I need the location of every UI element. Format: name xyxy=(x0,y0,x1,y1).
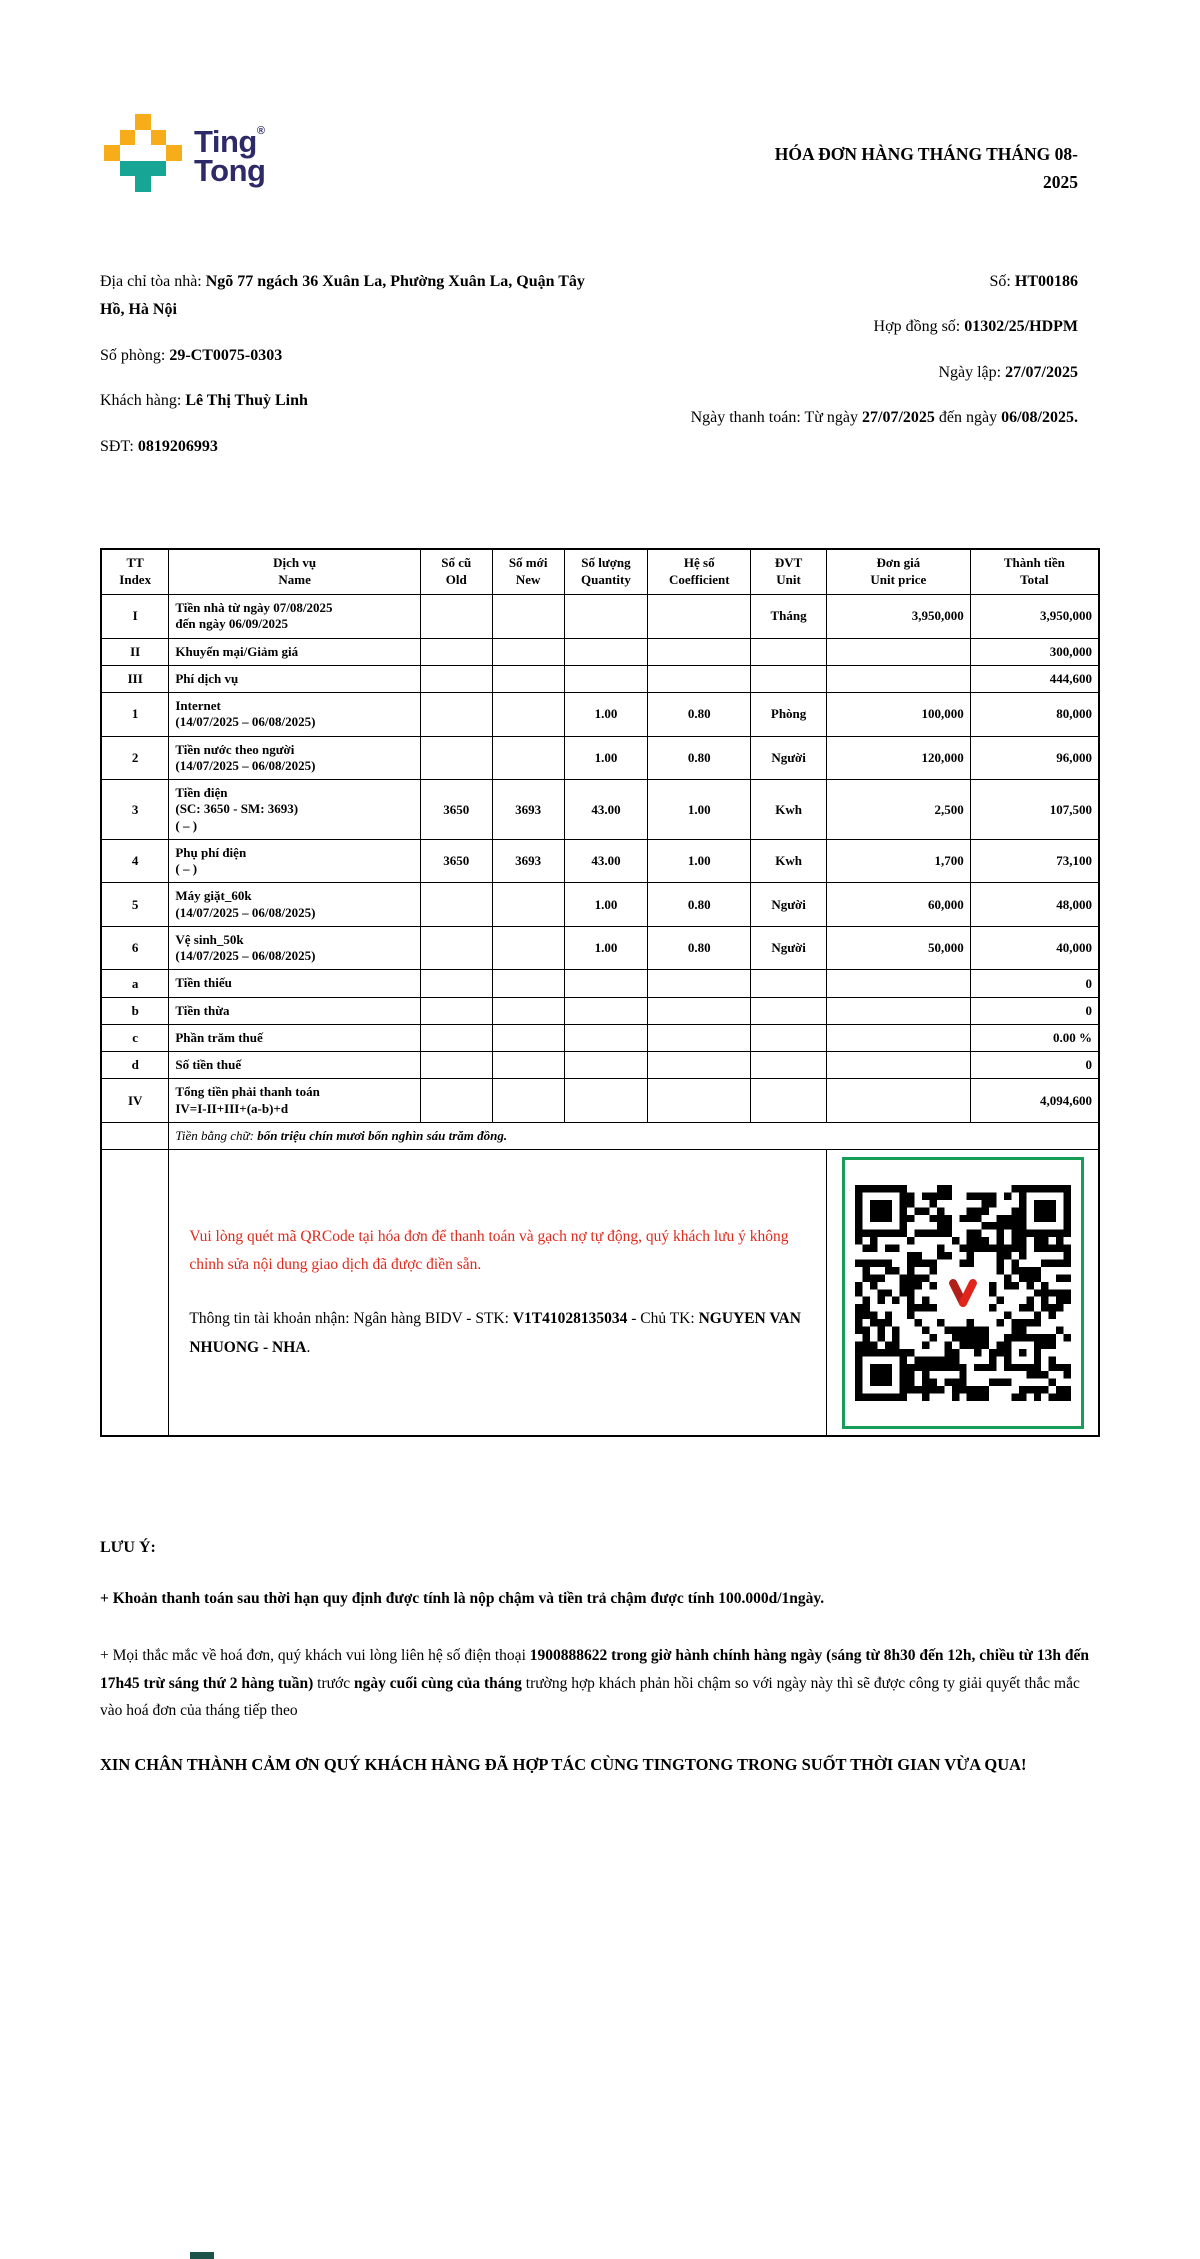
cell-index: b xyxy=(101,997,169,1024)
cell-old-reading xyxy=(420,883,492,927)
cell-unit-price xyxy=(827,1079,971,1123)
cell-unit: Người xyxy=(751,926,827,970)
cell-coefficient xyxy=(648,1024,751,1051)
cell-coefficient xyxy=(648,665,751,692)
thank-you-message: XIN CHÂN THÀNH CẢM ƠN QUÝ KHÁCH HÀNG ĐÃ HỢP TÁC CÙNG TINGTONG TRONG SUỐT THỜI GIAN VỪA QUA! xyxy=(100,1754,1027,1774)
column-header: Hệ số Coefficient xyxy=(648,549,751,594)
amount-in-words: Tiền bằng chữ: bốn triệu chín mươi bốn nghìn sáu trăm đồng. xyxy=(169,1122,1099,1149)
cell-unit xyxy=(751,665,827,692)
cell-index: 4 xyxy=(101,839,169,883)
cell-quantity xyxy=(564,665,648,692)
table-row xyxy=(101,997,1099,1024)
cell-old-reading xyxy=(420,638,492,665)
cell-service-name: Tổng tiền phải thanh toán IV=I-II+III+(a-b)+d xyxy=(169,1079,421,1123)
table-row xyxy=(101,780,1099,840)
cell-unit-price xyxy=(827,638,971,665)
cell-index: I xyxy=(101,595,169,639)
cell-coefficient xyxy=(648,595,751,639)
cell-unit-price: 50,000 xyxy=(827,926,971,970)
cell-coefficient: 0.80 xyxy=(648,736,751,780)
cell-new-reading: 3693 xyxy=(492,839,564,883)
cell-new-reading xyxy=(492,595,564,639)
table-row xyxy=(101,926,1099,970)
cell-service-name: Phí dịch vụ xyxy=(169,665,421,692)
empty-index-cell xyxy=(101,1149,169,1436)
cell-service-name: Số tiền thuế xyxy=(169,1052,421,1079)
cell-new-reading xyxy=(492,693,564,737)
cell-unit-price: 100,000 xyxy=(827,693,971,737)
cell-unit: Tháng xyxy=(751,595,827,639)
header xyxy=(100,112,1100,196)
cell-coefficient xyxy=(648,1052,751,1079)
cell-quantity xyxy=(564,1052,648,1079)
cell-total: 3,950,000 xyxy=(970,595,1099,639)
cell-coefficient: 0.80 xyxy=(648,883,751,927)
cell-total: 0.00 % xyxy=(970,1024,1099,1051)
cell-old-reading xyxy=(420,736,492,780)
tingtong-pixel-arrow-icon xyxy=(104,114,182,192)
cell-quantity: 1.00 xyxy=(564,693,648,737)
table-row xyxy=(101,839,1099,883)
cell-old-reading xyxy=(420,693,492,737)
cell-new-reading xyxy=(492,970,564,997)
amount-in-words-row xyxy=(101,1122,1099,1149)
cell-index: IV xyxy=(101,1079,169,1123)
cell-index: c xyxy=(101,1024,169,1051)
table-row xyxy=(101,970,1099,997)
cell-old-reading: 3650 xyxy=(420,780,492,840)
cell-old-reading xyxy=(420,970,492,997)
cell-coefficient: 0.80 xyxy=(648,926,751,970)
cell-index: III xyxy=(101,665,169,692)
cell-unit-price: 3,950,000 xyxy=(827,595,971,639)
cell-unit: Kwh xyxy=(751,780,827,840)
table-row xyxy=(101,883,1099,927)
cell-new-reading xyxy=(492,1052,564,1079)
info-row: Ngày lập: 27/07/2025 xyxy=(938,363,1078,381)
cell-total: 107,500 xyxy=(970,780,1099,840)
column-header: Thành tiền Total xyxy=(970,549,1099,594)
cell-unit-price: 60,000 xyxy=(827,883,971,927)
info-row: Số phòng: 29-CT0075-0303 xyxy=(100,346,283,364)
column-header: Dịch vụ Name xyxy=(169,549,421,594)
cell-total: 4,094,600 xyxy=(970,1079,1099,1123)
cell-old-reading xyxy=(420,665,492,692)
table-row xyxy=(101,736,1099,780)
column-header: Số lượng Quantity xyxy=(564,549,648,594)
cell-coefficient: 1.00 xyxy=(648,780,751,840)
cell-quantity: 1.00 xyxy=(564,883,648,927)
table-row xyxy=(101,638,1099,665)
cell-unit-price xyxy=(827,997,971,1024)
cell-quantity: 1.00 xyxy=(564,926,648,970)
cell-new-reading xyxy=(492,883,564,927)
cell-new-reading xyxy=(492,665,564,692)
info-row: Khách hàng: Lê Thị Thuỳ Linh xyxy=(100,392,308,410)
cell-unit xyxy=(751,997,827,1024)
cell-index: 3 xyxy=(101,780,169,840)
qr-code xyxy=(842,1157,1084,1429)
cell-coefficient xyxy=(648,997,751,1024)
info-row: Hợp đồng số: 01302/25/HDPM xyxy=(873,318,1078,336)
cell-total: 0 xyxy=(970,970,1099,997)
cell-service-name: Phần trăm thuế xyxy=(169,1024,421,1051)
cell-quantity xyxy=(564,997,648,1024)
cell-old-reading xyxy=(420,1052,492,1079)
payment-instructions xyxy=(169,1149,827,1436)
cell-new-reading xyxy=(492,736,564,780)
cell-service-name: Tiền nước theo người (14/07/2025 – 06/08/2025) xyxy=(169,736,421,780)
cell-unit-price xyxy=(827,1052,971,1079)
cell-new-reading xyxy=(492,638,564,665)
info-row: SĐT: 0819206993 xyxy=(100,437,218,455)
column-header: Số cũ Old xyxy=(420,549,492,594)
cell-quantity: 43.00 xyxy=(564,839,648,883)
cell-unit: Người xyxy=(751,883,827,927)
empty-index-cell xyxy=(101,1122,169,1149)
column-header: Số mới New xyxy=(492,549,564,594)
cell-unit xyxy=(751,1079,827,1123)
cell-service-name: Internet (14/07/2025 – 06/08/2025) xyxy=(169,693,421,737)
table-row xyxy=(101,1052,1099,1079)
cell-coefficient: 0.80 xyxy=(648,693,751,737)
cell-index: 6 xyxy=(101,926,169,970)
cell-new-reading: 3693 xyxy=(492,780,564,840)
cell-unit-price: 1,700 xyxy=(827,839,971,883)
column-header: TT Index xyxy=(101,549,169,594)
info-row: Số: HT00186 xyxy=(989,273,1078,290)
info-row: Địa chỉ tòa nhà: Ngõ 77 ngách 36 Xuân La, Phường Xuân La, Quận Tây Hồ, Hà Nội xyxy=(100,273,585,319)
cell-quantity: 43.00 xyxy=(564,780,648,840)
cell-old-reading xyxy=(420,1024,492,1051)
customer-info xyxy=(100,268,600,478)
cell-index: 5 xyxy=(101,883,169,927)
cell-index: 2 xyxy=(101,736,169,780)
cell-service-name: Vệ sinh_50k (14/07/2025 – 06/08/2025) xyxy=(169,926,421,970)
cell-unit-price xyxy=(827,970,971,997)
cell-index: II xyxy=(101,638,169,665)
cell-index: 1 xyxy=(101,693,169,737)
cell-total: 0 xyxy=(970,1052,1099,1079)
cell-total: 48,000 xyxy=(970,883,1099,927)
next-page-artifact xyxy=(190,2252,214,2259)
cell-total: 73,100 xyxy=(970,839,1099,883)
table-row xyxy=(101,1079,1099,1123)
column-header: ĐVT Unit xyxy=(751,549,827,594)
cell-service-name: Tiền nhà từ ngày 07/08/2025 đến ngày 06/09/2025 xyxy=(169,595,421,639)
registered-mark: ® xyxy=(256,125,265,137)
charges-table xyxy=(100,548,1100,1437)
invoice-title: HÓA ĐƠN HÀNG THÁNG THÁNG 08- 2025 xyxy=(774,144,1078,192)
late-payment-note: + Khoản thanh toán sau thời hạn quy định được tính là nộp chậm và tiền trả chậm được tính 100.000d/1ngày. xyxy=(100,1590,825,1608)
qr-code-cell xyxy=(827,1149,1100,1436)
column-header: Đơn giá Unit price xyxy=(827,549,971,594)
table-row xyxy=(101,665,1099,692)
table-row xyxy=(101,1024,1099,1051)
cell-new-reading xyxy=(492,1079,564,1123)
cell-quantity: 1.00 xyxy=(564,736,648,780)
table-row xyxy=(101,595,1099,639)
cell-old-reading xyxy=(420,1079,492,1123)
cell-total: 444,600 xyxy=(970,665,1099,692)
footer-notes xyxy=(100,1539,1100,1778)
cell-quantity xyxy=(564,970,648,997)
cell-quantity xyxy=(564,638,648,665)
cell-unit-price: 2,500 xyxy=(827,780,971,840)
vietqr-v-logo-icon xyxy=(940,1270,986,1316)
cell-new-reading xyxy=(492,997,564,1024)
bank-account-info: Thông tin tài khoản nhận: Ngân hàng BIDV - STK: V1T41028135034 - Chủ TK: NGUYEN VAN NHUONG - NHA. xyxy=(189,1309,801,1357)
tingtong-wordmark: Ting® Tong xyxy=(194,124,266,189)
cell-total: 300,000 xyxy=(970,638,1099,665)
invoice-meta xyxy=(650,268,1100,478)
cell-unit: Người xyxy=(751,736,827,780)
cell-new-reading xyxy=(492,1024,564,1051)
info-row: Ngày thanh toán: Từ ngày 27/07/2025 đến ngày 06/08/2025. xyxy=(690,409,1078,427)
cell-unit xyxy=(751,970,827,997)
cell-index: d xyxy=(101,1052,169,1079)
cell-total: 80,000 xyxy=(970,693,1099,737)
cell-quantity xyxy=(564,595,648,639)
cell-index: a xyxy=(101,970,169,997)
table-row xyxy=(101,693,1099,737)
cell-old-reading xyxy=(420,926,492,970)
cell-old-reading: 3650 xyxy=(420,839,492,883)
table-header-row xyxy=(101,549,1099,594)
cell-unit-price xyxy=(827,665,971,692)
cell-service-name: Tiền thừa xyxy=(169,997,421,1024)
cell-unit: Kwh xyxy=(751,839,827,883)
cell-old-reading xyxy=(420,595,492,639)
cell-unit xyxy=(751,1052,827,1079)
cell-unit-price xyxy=(827,1024,971,1051)
cell-quantity xyxy=(564,1079,648,1123)
cell-unit-price: 120,000 xyxy=(827,736,971,780)
cell-unit: Phòng xyxy=(751,693,827,737)
cell-coefficient xyxy=(648,638,751,665)
notes-heading: LƯU Ý: xyxy=(100,1539,156,1557)
cell-coefficient xyxy=(648,970,751,997)
cell-new-reading xyxy=(492,926,564,970)
cell-service-name: Tiền điện (SC: 3650 - SM: 3693) ( – ) xyxy=(169,780,421,840)
tingtong-logo xyxy=(104,112,265,192)
cell-unit xyxy=(751,1024,827,1051)
cell-coefficient xyxy=(648,1079,751,1123)
cell-quantity xyxy=(564,1024,648,1051)
cell-old-reading xyxy=(420,997,492,1024)
cell-service-name: Tiền thiếu xyxy=(169,970,421,997)
payment-qr-row xyxy=(101,1149,1099,1436)
qr-scan-note: Vui lòng quét mã QRCode tại hóa đơn để thanh toán và gạch nợ tự động, quý khách lưu ý không chỉnh sửa nội dung giao dịch đã được điền sẵn. xyxy=(189,1227,789,1274)
cell-service-name: Khuyến mại/Giảm giá xyxy=(169,638,421,665)
cell-total: 40,000 xyxy=(970,926,1099,970)
cell-service-name: Phụ phí điện ( – ) xyxy=(169,839,421,883)
cell-total: 96,000 xyxy=(970,736,1099,780)
cell-coefficient: 1.00 xyxy=(648,839,751,883)
cell-total: 0 xyxy=(970,997,1099,1024)
hotline-note: + Mọi thắc mắc về hoá đơn, quý khách vui lòng liên hệ số điện thoại 1900888622 trong giờ hành chính hàng ngày (sáng từ 8h30 đến 12h, chiều từ 13h đến 17h45 trừ sáng thứ 2 hàng tuần) trước ngày cuối cùng của tháng trường hợp khách phản hồi chậm so với ngày này thì sẽ được công ty giải quyết thắc mắc vào hoá đơn của tháng tiếp theo xyxy=(100,1647,1089,1720)
cell-unit xyxy=(751,638,827,665)
invoice-info xyxy=(100,268,1100,478)
cell-service-name: Máy giặt_60k (14/07/2025 – 06/08/2025) xyxy=(169,883,421,927)
